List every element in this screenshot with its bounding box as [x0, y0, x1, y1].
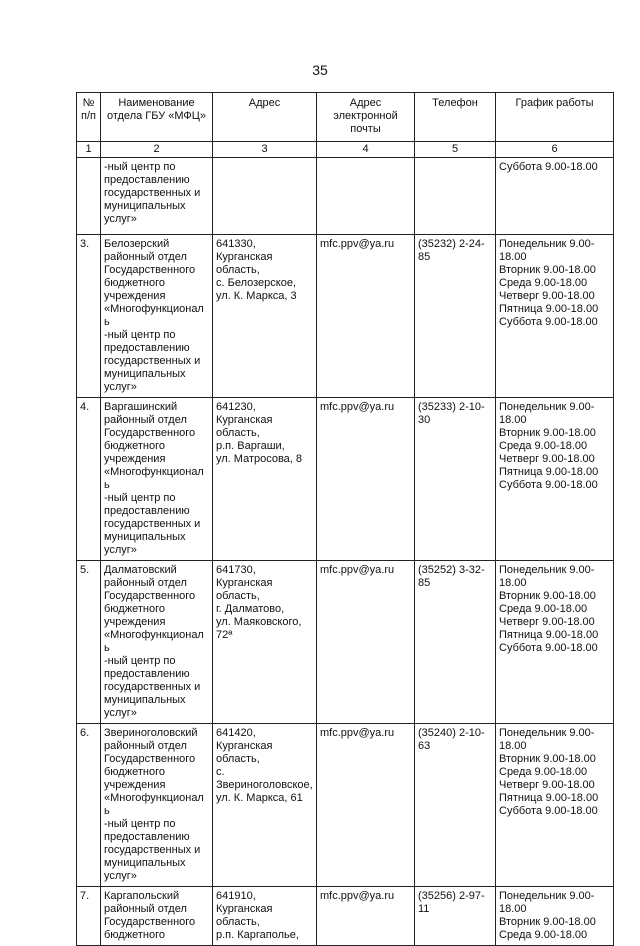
- cell-address: 641730, Курганская область, г. Далматово, ул. Маяковского, 72ª: [213, 561, 317, 724]
- cell-schedule: Понедельник 9.00- 18.00 Вторник 9.00-18.00 Среда 9.00-18.00 Четверг 9.00-18.00 Пятница 9.00-18.00 Суббота 9.00-18.00: [496, 235, 614, 398]
- cell-phone: [415, 158, 496, 235]
- cell-address: 641910, Курганская область, р.п. Каргаполье,: [213, 887, 317, 946]
- table-row-continuation: [77, 158, 614, 235]
- column-number: 2: [101, 142, 213, 158]
- cell-number: 3.: [77, 235, 101, 398]
- cell-number: [77, 158, 101, 235]
- cell-schedule: Суббота 9.00-18.00: [496, 158, 614, 235]
- cell-number: 4.: [77, 398, 101, 561]
- cell-department-name: Белозерский районный отдел Государственного бюджетного учреждения «Многофункциональ -ный центр по предоставлению государственных и муниципальных услуг»: [101, 235, 213, 398]
- cell-department-name: Звериноголовский районный отдел Государственного бюджетного учреждения «Многофункциональ -ный центр по предоставлению государственных и муниципальных услуг»: [101, 724, 213, 887]
- cell-number: 6.: [77, 724, 101, 887]
- page-number: 35: [312, 62, 328, 78]
- cell-schedule: Понедельник 9.00- 18.00 Вторник 9.00-18.00 Среда 9.00-18.00 Четверг 9.00-18.00 Пятница 9.00-18.00 Суббота 9.00-18.00: [496, 398, 614, 561]
- cell-schedule: Понедельник 9.00- 18.00 Вторник 9.00-18.00 Среда 9.00-18.00: [496, 887, 614, 946]
- header-email: Адрес электронной почты: [317, 93, 415, 142]
- column-number-row: [77, 142, 614, 158]
- table-row: [77, 235, 614, 398]
- cell-email: mfc.ppv@ya.ru: [317, 398, 415, 561]
- cell-address: 641420, Курганская область, с. Звериноголовское, ул. К. Маркса, 61: [213, 724, 317, 887]
- cell-schedule: Понедельник 9.00- 18.00 Вторник 9.00-18.00 Среда 9.00-18.00 Четверг 9.00-18.00 Пятница 9.00-18.00 Суббота 9.00-18.00: [496, 561, 614, 724]
- header-phone: Телефон: [415, 93, 496, 142]
- cell-address: 641230, Курганская область, р.п. Варгаши, ул. Матросова, 8: [213, 398, 317, 561]
- cell-address: 641330, Курганская область, с. Белозерское, ул. К. Маркса, 3: [213, 235, 317, 398]
- table-row: [77, 398, 614, 561]
- cell-email: mfc.ppv@ya.ru: [317, 724, 415, 887]
- cell-department-name: Далматовский районный отдел Государственного бюджетного учреждения «Многофункциональ -ный центр по предоставлению государственных и муниципальных услуг»: [101, 561, 213, 724]
- header-number: № п/п: [77, 93, 101, 142]
- cell-department-name: Каргапольский районный отдел Государственного бюджетного: [101, 887, 213, 946]
- cell-address: [213, 158, 317, 235]
- cell-email: mfc.ppv@ya.ru: [317, 887, 415, 946]
- cell-department-name: Варгашинский районный отдел Государственного бюджетного учреждения «Многофункциональ -ный центр по предоставлению государственных и муниципальных услуг»: [101, 398, 213, 561]
- table-row: [77, 561, 614, 724]
- mfc-departments-table: [76, 92, 614, 946]
- cell-phone: (35240) 2-10- 63: [415, 724, 496, 887]
- table-row: [77, 724, 614, 887]
- cell-phone: (35233) 2-10- 30: [415, 398, 496, 561]
- cell-phone: (35252) 3-32- 85: [415, 561, 496, 724]
- header-address: Адрес: [213, 93, 317, 142]
- column-number: 3: [213, 142, 317, 158]
- cell-phone: (35232) 2-24- 85: [415, 235, 496, 398]
- column-number: 1: [77, 142, 101, 158]
- cell-email: [317, 158, 415, 235]
- column-number: 5: [415, 142, 496, 158]
- cell-phone: (35256) 2-97- 11: [415, 887, 496, 946]
- header-schedule: График работы: [496, 93, 614, 142]
- cell-number: 7.: [77, 887, 101, 946]
- column-number: 4: [317, 142, 415, 158]
- column-number: 6: [496, 142, 614, 158]
- cell-department-name: -ный центр по предоставлению государственных и муниципальных услуг»: [101, 158, 213, 235]
- table-row: [77, 887, 614, 946]
- cell-email: mfc.ppv@ya.ru: [317, 561, 415, 724]
- cell-schedule: Понедельник 9.00- 18.00 Вторник 9.00-18.00 Среда 9.00-18.00 Четверг 9.00-18.00 Пятница 9.00-18.00 Суббота 9.00-18.00: [496, 724, 614, 887]
- table-header-row: [77, 93, 614, 142]
- header-department-name: Наименование отдела ГБУ «МФЦ»: [101, 93, 213, 142]
- cell-email: mfc.ppv@ya.ru: [317, 235, 415, 398]
- cell-number: 5.: [77, 561, 101, 724]
